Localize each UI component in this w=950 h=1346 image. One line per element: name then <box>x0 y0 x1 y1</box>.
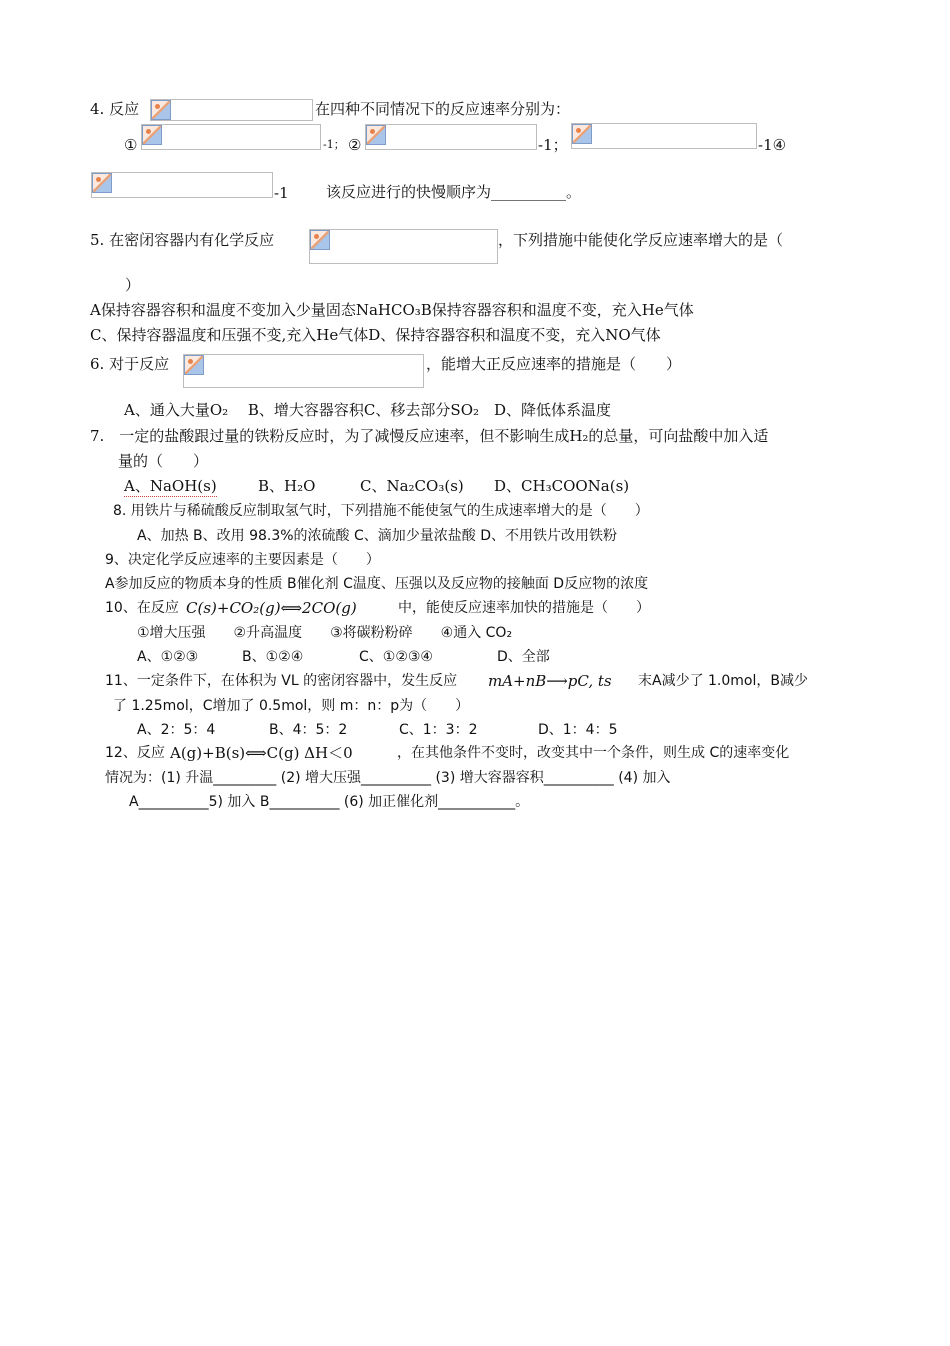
q11-option-b: B、4：5：2 <box>269 722 348 738</box>
q4-marker-1: ① <box>124 136 138 154</box>
q6-prefix: 6. 对于反应 <box>90 355 170 373</box>
q11-equation: mA+nB⟶pC, ts <box>488 672 612 690</box>
q7-stem: 7. 一定的盐酸跟过量的铁粉反应时，为了减慢反应速率，但不影响生成H₂的总量，可向盐酸中加入适 <box>90 427 769 445</box>
q7-option-c: C、Na₂CO₃(s) <box>360 477 464 495</box>
q5-options-ab: A保持容器容积和温度不变加入少量固态NaHCO₃B保持容器容积和温度不变，充入He气体 <box>90 301 694 319</box>
q10-option-a: A、①②③ <box>137 649 199 665</box>
q5-suffix: ，下列措施中能使化学反应速率增大的是（ <box>498 231 784 249</box>
rate-image-4 <box>91 172 273 198</box>
q4-unit-2: -1； <box>538 136 568 154</box>
q10-option-c: C、①②③④ <box>359 649 433 665</box>
q4-tail: 该反应进行的快慢顺序为__________。 <box>326 183 582 201</box>
q7-stem-2: 量的（ ） <box>118 452 209 470</box>
q6-options: A、通入大量O₂ B、增大容器容积C、移去部分SO₂ D、降低体系温度 <box>124 401 612 419</box>
q4-unit-3: -1④ <box>758 136 787 154</box>
q4-suffix: 在四种不同情况下的反应速率分别为： <box>315 100 571 118</box>
q10-prefix: 10、在反应 <box>105 600 179 616</box>
q5-reaction-image <box>309 229 498 264</box>
q12-suffix: ，在其他条件不变时，改变其中一个条件，则生成 C的速率变化 <box>397 745 790 761</box>
q12-prefix: 12、反应 <box>105 745 165 761</box>
q4-prefix: 4. 反应 <box>90 100 140 118</box>
broken-image-icon <box>142 125 162 145</box>
q11-option-d: D、1：4：5 <box>538 722 618 738</box>
q11-prefix: 11、一定条件下，在体积为 VL 的密闭容器中，发生反应 <box>105 673 458 689</box>
q6-reaction-image <box>183 354 424 388</box>
q12-equation: A(g)+B(s)⟺C(g) ΔH＜0 <box>170 744 353 762</box>
rate-image-2 <box>365 124 537 150</box>
q8-stem: 8. 用铁片与稀硫酸反应制取氢气时，下列措施不能使氢气的生成速率增大的是（ ） <box>113 503 649 519</box>
rate-image-3 <box>571 123 757 149</box>
q5-close-paren: ） <box>125 276 141 294</box>
broken-image-icon <box>310 230 330 250</box>
q10-option-d: D、全部 <box>497 649 550 665</box>
broken-image-icon <box>572 124 592 144</box>
q11-line-2: 了 1.25mol，C增加了 0.5mol，则 m：n：p为（ ） <box>113 698 470 714</box>
q5-options-cd: C、保持容器温度和压强不变,充入He气体D、保持容器容积和温度不变，充入NO气体 <box>90 326 661 344</box>
broken-image-icon <box>366 125 386 145</box>
reaction-equation-image <box>150 99 313 121</box>
q10-measures: ①增大压强 ②升高温度 ③将碳粉粉碎 ④通入 CO₂ <box>137 625 513 641</box>
broken-image-icon <box>184 355 204 375</box>
q10-option-b: B、①②④ <box>242 649 304 665</box>
rate-image-1 <box>141 124 321 150</box>
broken-image-icon <box>92 173 112 193</box>
q12-line-3: A__________5) 加入 B__________ (6) 加正催化剂___________。 <box>129 794 530 810</box>
q12-line-2: 情况为：(1) 升温_________ (2) 增大压强__________ (3) 增大容器容积__________ (4) 加入 <box>105 770 671 786</box>
q4-unit-1: -1； <box>323 138 345 151</box>
q6-suffix: ，能增大正反应速率的措施是（ ） <box>426 355 682 373</box>
q5-prefix: 5. 在密闭容器内有化学反应 <box>90 231 275 249</box>
q11-option-c: C、1：3：2 <box>399 722 478 738</box>
q4-unit-4: -1 <box>274 184 289 202</box>
q11-option-a: A、2：5：4 <box>137 722 216 738</box>
q8-options: A、加热 B、改用 98.3%的浓硫酸 C、滴加少量浓盐酸 D、不用铁片改用铁粉 <box>137 528 618 544</box>
broken-image-icon <box>151 100 171 120</box>
q7-option-d: D、CH₃COONa(s) <box>494 477 630 495</box>
q7-option-b: B、H₂O <box>258 477 316 495</box>
q10-suffix: 中，能使反应速率加快的措施是（ ） <box>398 600 650 616</box>
q9-stem: 9、决定化学反应速率的主要因素是（ ） <box>105 552 380 568</box>
q11-suffix: 末A减少了 1.0mol，B减少 <box>638 673 808 689</box>
q7-option-a: A、NaOH(s) <box>124 477 217 495</box>
q10-equation: C(s)+CO₂(g)⟺2CO(g) <box>186 599 357 617</box>
q9-options: A参加反应的物质本身的性质 B催化剂 C温度、压强以及反应物的接触面 D反应物的浓度 <box>105 576 649 592</box>
q4-marker-2: ② <box>348 136 362 154</box>
